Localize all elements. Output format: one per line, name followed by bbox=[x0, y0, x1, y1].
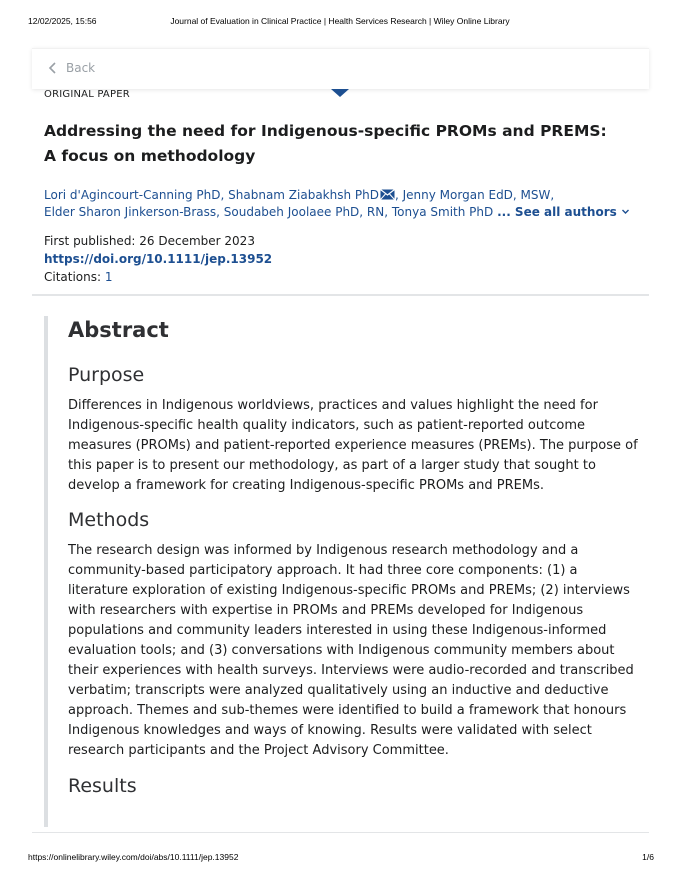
abstract-section bbox=[44, 316, 638, 827]
divider bbox=[32, 832, 649, 833]
doi-link[interactable]: https://doi.org/10.1111/jep.13952 bbox=[44, 252, 273, 266]
citations-label: Citations: bbox=[44, 270, 105, 284]
author-link[interactable]: Jenny Morgan EdD, MSW bbox=[402, 188, 551, 202]
author-link[interactable]: Lori d'Agincourt-Canning PhD bbox=[44, 188, 221, 202]
author-link[interactable]: Elder Sharon Jinkerson-Brass bbox=[44, 205, 217, 219]
mail-icon[interactable] bbox=[380, 189, 395, 200]
citations-count-link[interactable]: 1 bbox=[104, 270, 113, 284]
print-footer bbox=[28, 852, 654, 864]
print-datetime: 12/02/2025, 15:56 bbox=[28, 16, 97, 26]
author-link[interactable]: Tonya Smith PhD bbox=[391, 205, 494, 219]
methods-heading: Methods bbox=[68, 509, 150, 531]
print-url: https://onlinelibrary.wiley.com/doi/abs/10.1111/jep.13952 bbox=[28, 852, 239, 862]
chevron-down-icon bbox=[621, 207, 630, 216]
abstract-heading: Abstract bbox=[68, 318, 169, 342]
print-header bbox=[28, 16, 652, 28]
first-published: First published: 26 December 2023 bbox=[44, 234, 255, 248]
chevron-left-icon bbox=[46, 61, 60, 75]
print-page-title: Journal of Evaluation in Clinical Practice | Health Services Research | Wiley Online Library bbox=[170, 16, 510, 26]
see-all-authors-label: ... See all authors bbox=[497, 205, 617, 219]
see-all-authors-button[interactable] bbox=[497, 205, 630, 219]
purpose-heading: Purpose bbox=[68, 364, 145, 386]
page-title: Addressing the need for Indigenous-specific PROMs and PREMS: A focus on methodology bbox=[44, 122, 607, 165]
article-meta bbox=[44, 232, 272, 286]
paper-type: ORIGINAL PAPER bbox=[44, 89, 130, 100]
topbar-caret-indicator bbox=[331, 89, 349, 97]
author-list: Lori d'Agincourt-Canning PhD, Shabnam Ziabakhsh PhD , Jenny Morgan EdD, MSW, Elder Sharon Jinkerson-Brass, Soudabeh Joolaee PhD, RN, Tonya Smith PhD ... See all authors bbox=[44, 187, 634, 221]
citations bbox=[44, 268, 272, 286]
purpose-text: Differences in Indigenous worldviews, practices and values highlight the need for Indigenous-specific health quality indicators, such as patient-reported outcome measures (PROMs) and patient-reported experience measures (PREMs). The purpose of this paper is to present our methodology, as part of a larger study that sought to develop a framework for creating Indigenous-specific PROMs and PREMs. bbox=[68, 398, 638, 493]
divider bbox=[32, 294, 649, 296]
author-link[interactable]: Soudabeh Joolaee PhD, RN bbox=[223, 205, 385, 219]
print-page-number: 1/6 bbox=[642, 852, 654, 862]
author-link[interactable]: Shabnam Ziabakhsh PhD bbox=[228, 188, 379, 202]
methods-text: The research design was informed by Indigenous research methodology and a community-based participatory approach. It had three core components: (1) a literature exploration of existing Indigenous-specific PROMs and PREMs; (2) interviews with researchers with expertise in PROMs and PREMs developed for Indigenous populations and community leaders interested in using these Indigenous-informed evaluation tools; and (3) conversations with Indigenous community members about their experiences with health surveys. Interviews were audio-recorded and transcribed verbatim; transcripts were analyzed qualitatively using an inductive and deductive approach. Themes and sub-themes were identified to build a framework that honours Indigenous knowledges and ways of knowing. Results were validated with select research participants and the Project Advisory Committee. bbox=[68, 543, 634, 758]
back-button[interactable] bbox=[46, 61, 95, 75]
results-heading: Results bbox=[68, 775, 137, 797]
article-topbar bbox=[32, 48, 649, 89]
back-label: Back bbox=[66, 61, 96, 75]
